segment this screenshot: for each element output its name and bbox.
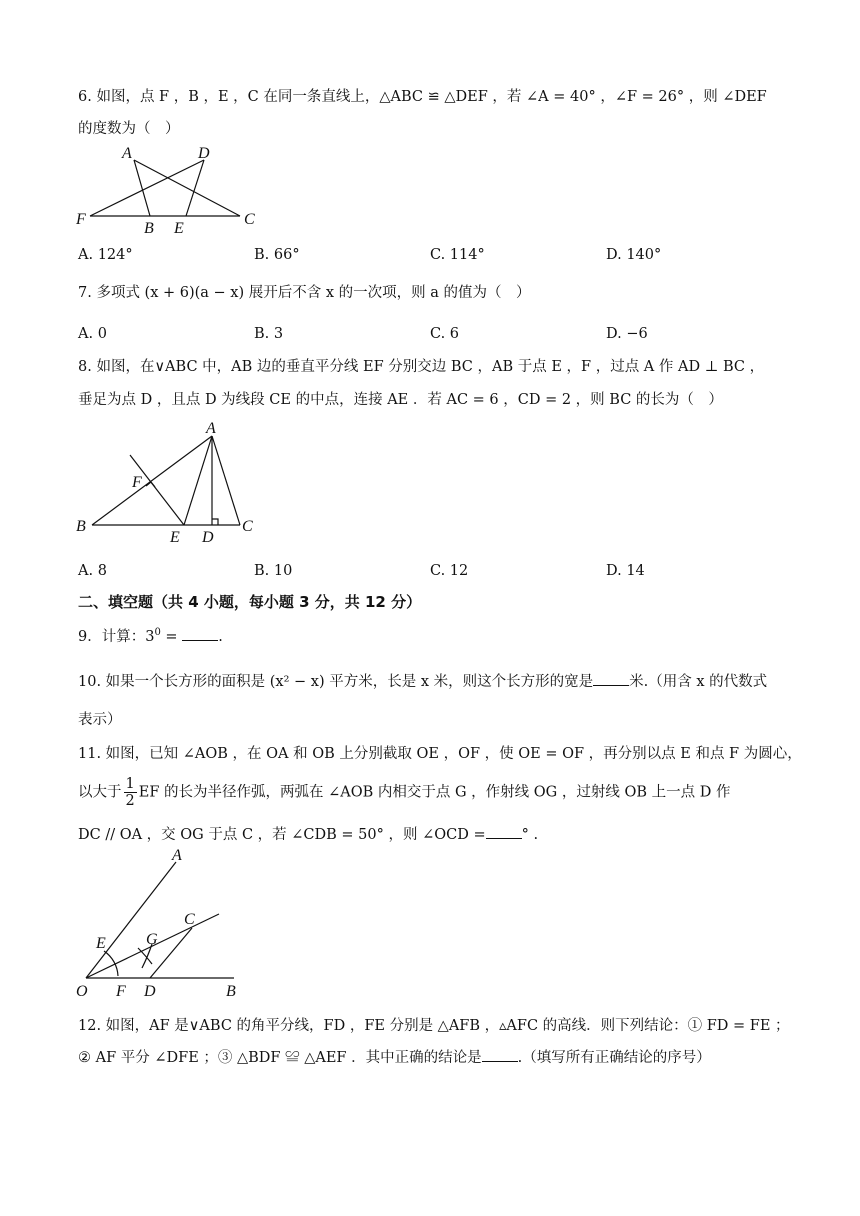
q11-text-c: DC // OA ，交 OG 于点 C ，若 ∠CDB = 50° ，则 ∠OCD = — [78, 827, 486, 843]
q10-text-b: 米.（用含 x 的代数式 — [629, 674, 768, 690]
q10-answer-blank[interactable] — [593, 671, 629, 686]
q12-stem-line1: 12. 如图，AF 是∨ABC 的角平分线，FD ，FE 分别是 △AFB ，▵AFC 的高线．则下列结论：① FD = FE ； — [78, 1018, 790, 1034]
q8-right-angle-d — [212, 519, 218, 525]
q12-text-a: ② AF 平分 ∠DFE ；③ △BDF ≌ △AEF ．其中正确的结论是 — [78, 1050, 482, 1066]
q10-stem-line1 — [78, 671, 767, 693]
q11-text-b: EF 的长为半径作弧，两弧在 ∠AOB 内相交于点 G ，作射线 OG ，过射线 OB 上一点 D 作 — [138, 784, 731, 801]
q8-option-b[interactable]: B. 10 — [254, 563, 293, 579]
q8-label-b: B — [76, 518, 86, 535]
q8-stem-line2: 垂足为点 D ，且点 D 为线段 CE 的中点，连接 AE ．若 AC = 6 ，CD = 2 ，则 BC 的长为（ ） — [78, 392, 723, 408]
q8-seg-ae — [184, 436, 212, 525]
q8-right-angle-f — [146, 482, 155, 487]
q11-label-c: C — [184, 911, 195, 928]
q11-label-g: G — [146, 931, 158, 948]
q11-label-e: E — [96, 935, 106, 952]
q11-stem-line2 — [78, 776, 730, 809]
q12-text-b: .（填写所有正确结论的序号） — [517, 1050, 711, 1066]
q8-label-f: F — [132, 474, 142, 491]
q11-text-d: ° . — [521, 827, 539, 843]
q10-stem-line2: 表示） — [78, 712, 122, 728]
q8-figure — [74, 420, 264, 550]
q8-option-c[interactable]: C. 12 — [430, 563, 469, 579]
q6-option-d[interactable]: D. 140° — [606, 247, 662, 263]
q6-option-a[interactable]: A. 124° — [78, 247, 133, 263]
q11-text-a: 以大于 — [78, 784, 122, 801]
q8-label-e: E — [170, 529, 180, 546]
q11-frac-num: 1 — [125, 776, 135, 792]
q9-text-b: = — [160, 628, 183, 645]
section-2-heading: 二、填空题（共 4 小题，每小题 3 分，共 12 分） — [78, 593, 422, 611]
q9-stem — [78, 622, 223, 648]
q11-stem-line3 — [78, 824, 538, 846]
q6-label-c: C — [244, 211, 255, 228]
q11-answer-blank[interactable] — [486, 824, 522, 839]
q6-label-a: A — [122, 145, 132, 162]
q11-stem-line1: 11. 如图，已知 ∠AOB ，在 OA 和 OB 上分别截取 OE ，OF ，使 OE = OF ，再分别以点 E 和点 F 为圆心， — [78, 746, 802, 762]
q12-stem-line2 — [78, 1047, 711, 1069]
q9-text-a: 9．计算：3 — [78, 628, 155, 645]
q9-exponent: 0 — [154, 627, 161, 638]
q7-option-d[interactable]: D. −6 — [606, 326, 648, 342]
q6-stem-line1: 6. 如图，点 F ，B ，E ，C 在同一条直线上，△ABC ≌ △DEF ，若 ∠A = 40° ，∠F = 26° ，则 ∠DEF — [78, 89, 767, 105]
q8-label-c: C — [242, 518, 253, 535]
q6-option-c[interactable]: C. 114° — [430, 247, 485, 263]
q7-option-c[interactable]: C. 6 — [430, 326, 460, 342]
q11-frac-den: 2 — [125, 793, 135, 809]
q8-option-a[interactable]: A. 8 — [78, 563, 107, 579]
q6-label-d: D — [198, 145, 210, 162]
q6-label-f: F — [76, 211, 86, 228]
q11-fraction — [124, 776, 137, 809]
q11-label-b: B — [226, 983, 236, 1000]
q11-label-a: A — [172, 847, 182, 864]
q11-label-o: O — [76, 983, 88, 1000]
q11-ray-oa — [86, 862, 176, 978]
q8-seg-ac — [212, 436, 240, 525]
q8-seg-ab — [92, 436, 212, 525]
q9-answer-blank[interactable] — [182, 626, 218, 641]
q6-option-b[interactable]: B. 66° — [254, 247, 300, 263]
q6-stem-line2: 的度数为（ ） — [78, 121, 180, 137]
q8-option-d[interactable]: D. 14 — [606, 563, 645, 579]
q7-stem: 7. 多项式 (x + 6)(a − x) 展开后不含 x 的一次项，则 a 的值为（ ） — [78, 285, 531, 301]
q7-option-a[interactable]: A. 0 — [78, 326, 107, 342]
q7-option-b[interactable]: B. 3 — [254, 326, 284, 342]
q11-label-f: F — [116, 983, 126, 1000]
q8-stem-line1: 8. 如图，在∨ABC 中，AB 边的垂直平分线 EF 分别交边 BC ，AB 于点 E ，F ，过点 A 作 AD ⊥ BC ， — [78, 359, 765, 375]
q6-seg-de — [186, 160, 204, 216]
q8-label-d: D — [202, 529, 214, 546]
q11-label-d: D — [144, 983, 156, 1000]
q6-figure — [76, 146, 266, 238]
q12-answer-blank[interactable] — [482, 1047, 518, 1062]
q10-text-a: 10. 如果一个长方形的面积是 (x² − x) 平方米，长是 x 米，则这个长方形的宽是 — [78, 674, 594, 690]
q6-label-b: B — [144, 220, 154, 237]
q9-text-c: . — [218, 628, 223, 645]
q6-label-e: E — [174, 220, 184, 237]
q8-label-a: A — [206, 420, 216, 437]
q11-figure — [74, 847, 254, 1002]
